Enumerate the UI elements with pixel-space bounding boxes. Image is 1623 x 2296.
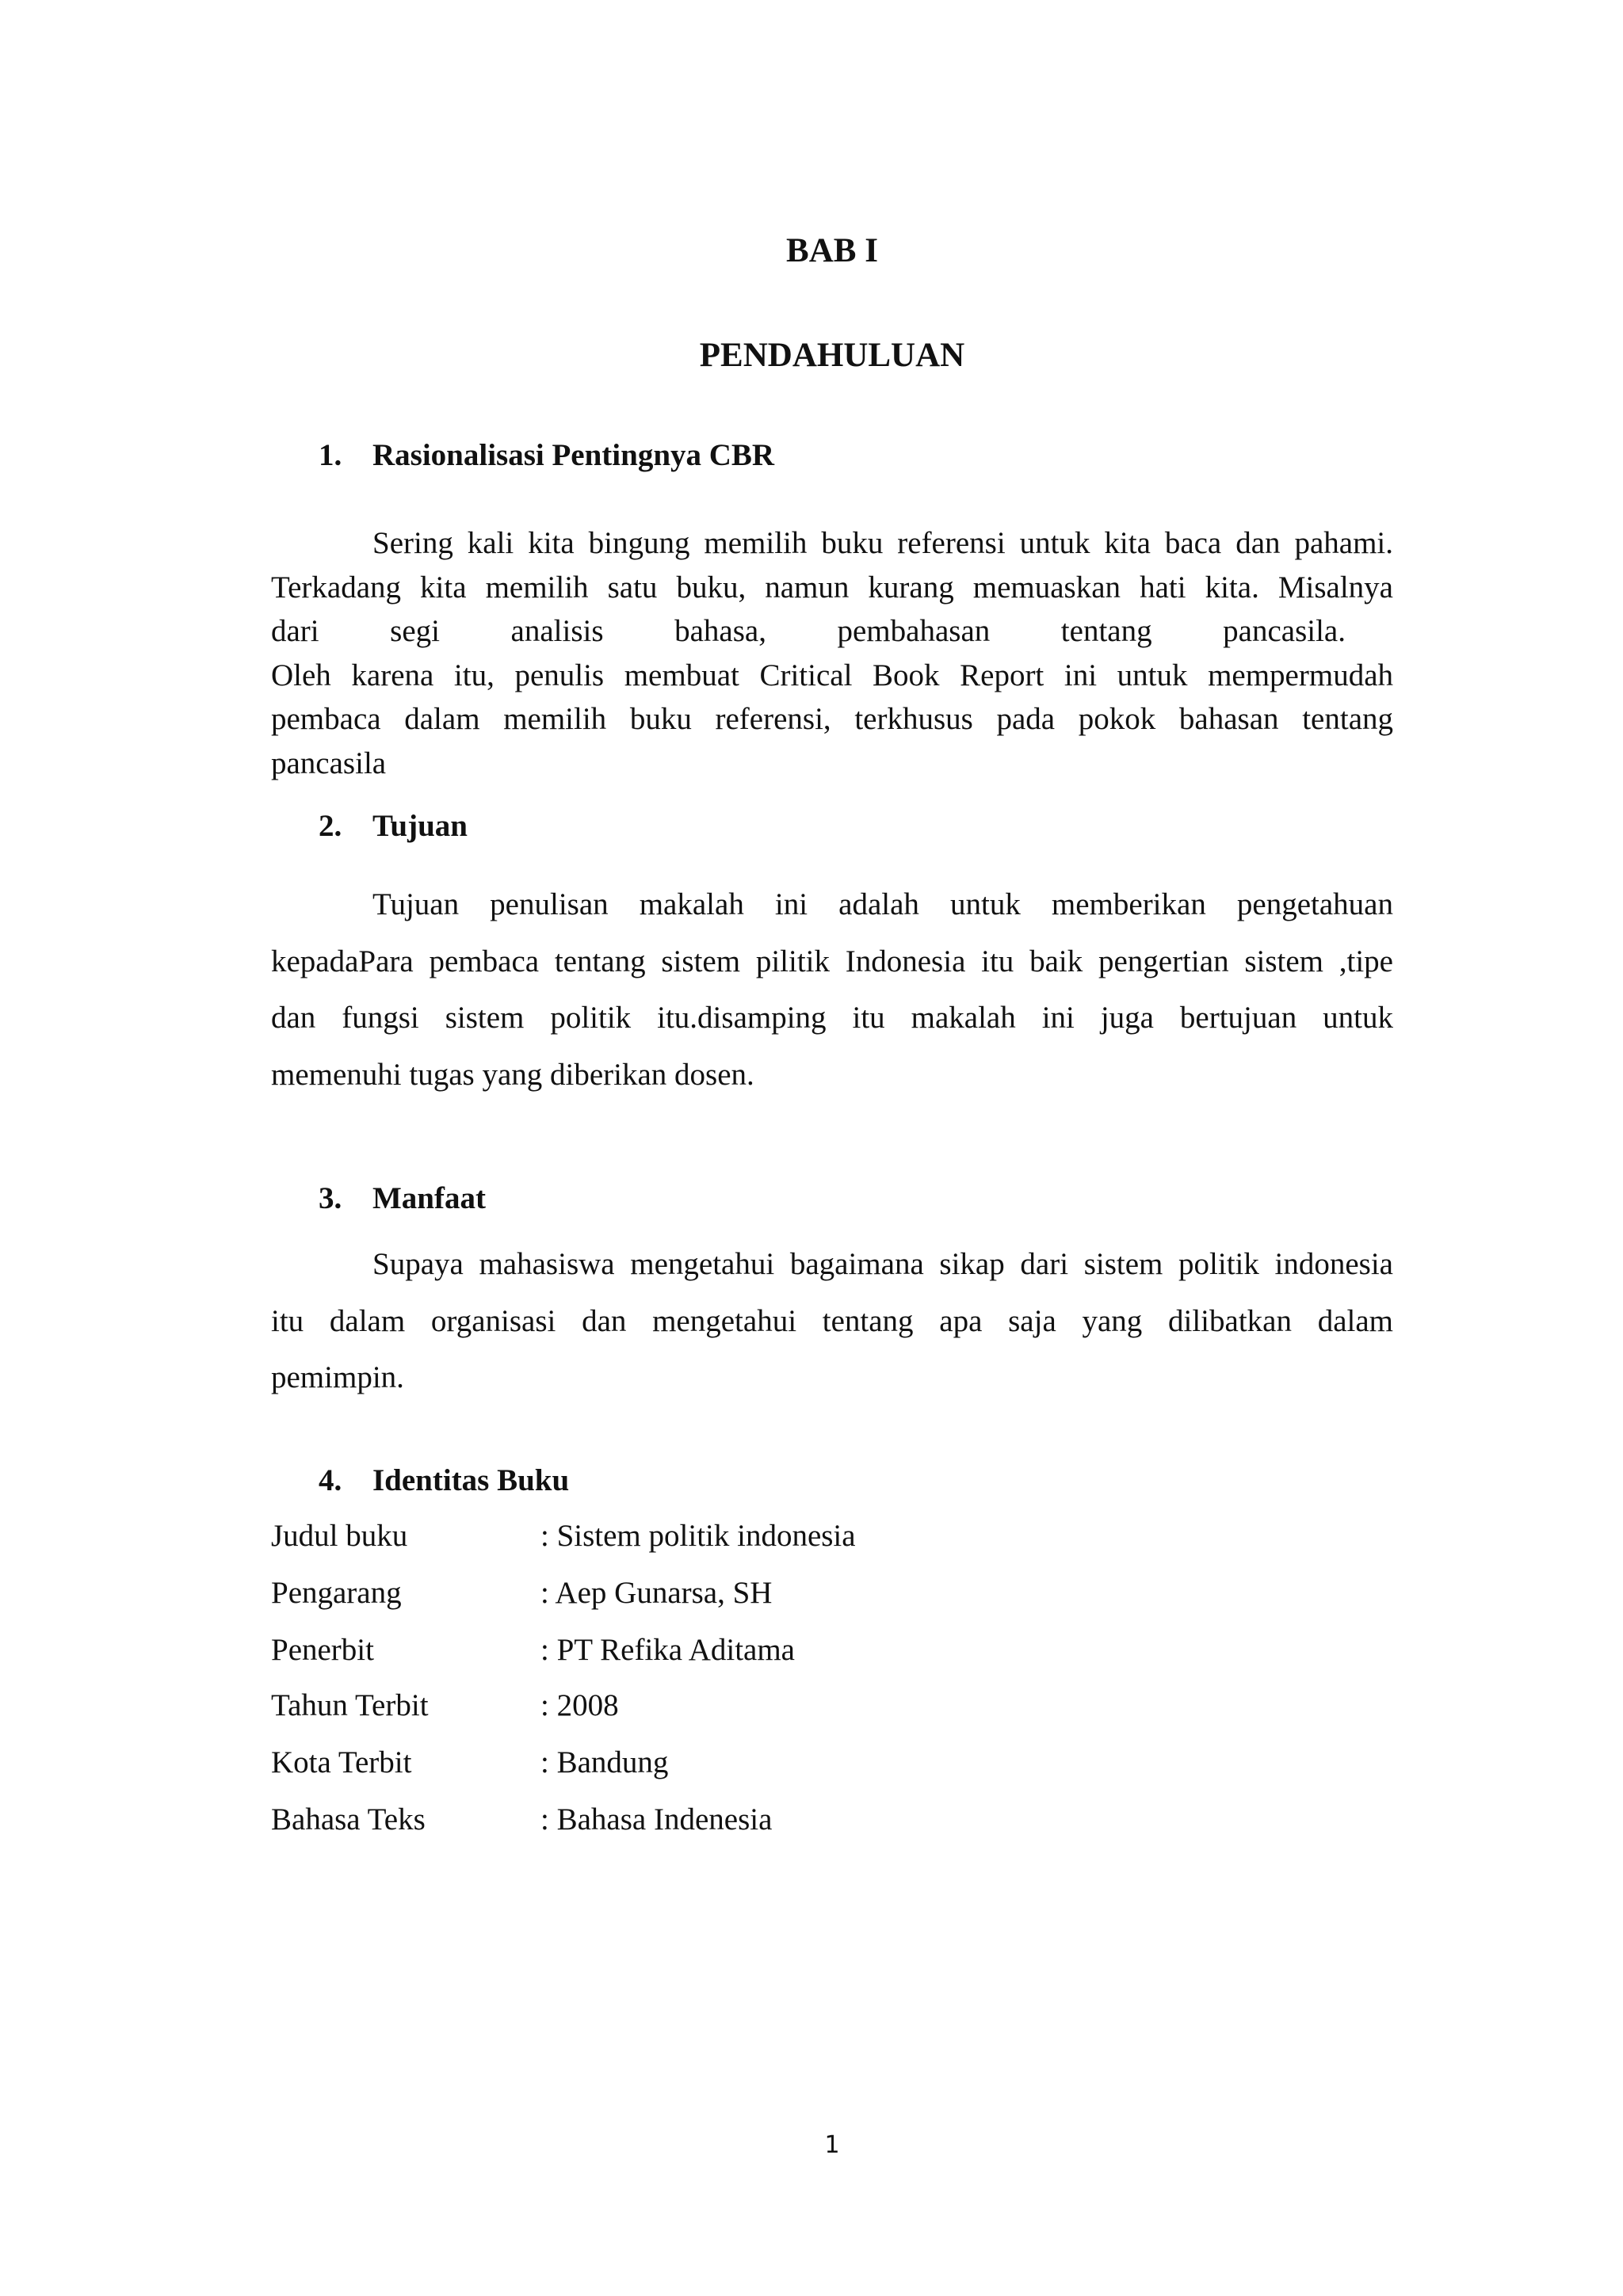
- section-number: 1.: [319, 438, 342, 472]
- paragraph-line: memenuhi tugas yang diberikan dosen.: [271, 1057, 754, 1092]
- page-number: 1: [824, 2131, 840, 2159]
- identity-label: Kota Terbit: [271, 1745, 412, 1779]
- identity-row-tahun: [271, 1688, 619, 1723]
- paragraph-line: Terkadang kita memilih satu buku, namun kurang memuaskan hati kita. Misalnya: [271, 570, 1393, 605]
- section-title: Rasionalisasi Pentingnya CBR: [372, 438, 775, 472]
- identity-value: : Bahasa Indenesia: [540, 1802, 773, 1836]
- paragraph-line: Oleh karena itu, penulis membuat Critical Book Report ini untuk mempermudah: [271, 658, 1393, 692]
- identity-row-pengarang: [271, 1575, 772, 1611]
- identity-value: : Bandung: [540, 1745, 669, 1779]
- identity-label: Pengarang: [271, 1576, 402, 1610]
- section-number: 3.: [319, 1181, 342, 1215]
- identity-row-kota: [271, 1745, 668, 1780]
- identity-label: Bahasa Teks: [271, 1802, 426, 1836]
- chapter-title: PENDAHULUAN: [699, 337, 965, 374]
- section-number: 2.: [319, 809, 342, 843]
- identity-value: : Sistem politik indonesia: [540, 1519, 856, 1553]
- section-number: 4.: [319, 1463, 342, 1497]
- paragraph-line: Supaya mahasiswa mengetahui bagaimana sikap dari sistem politik indonesia: [372, 1247, 1393, 1281]
- identity-value: : Aep Gunarsa, SH: [540, 1576, 773, 1610]
- paragraph-line: pemimpin.: [271, 1360, 404, 1394]
- section-heading-rasionalisasi: [319, 437, 774, 473]
- section-heading-manfaat: [319, 1180, 486, 1216]
- identity-label: Tahun Terbit: [271, 1688, 429, 1722]
- section-heading-identitas-buku: [319, 1463, 569, 1498]
- paragraph-line: dari segi analisis bahasa, pembahasan tentang pancasila.: [271, 614, 1346, 648]
- identity-value: : 2008: [540, 1688, 619, 1722]
- identity-row-judul: [271, 1518, 856, 1554]
- paragraph-line: pancasila: [271, 746, 387, 780]
- paragraph-line: Tujuan penulisan makalah ini adalah untuk memberikan pengetahuan: [372, 887, 1393, 921]
- identity-label: Penerbit: [271, 1633, 374, 1667]
- section-paragraph-rasionalisasi: [271, 521, 1393, 785]
- paragraph-line: kepadaPara pembaca tentang sistem pilitik Indonesia itu baik pengertian sistem ,tipe: [271, 944, 1393, 978]
- section-paragraph-tujuan: [271, 876, 1393, 1103]
- identity-row-penerbit: [271, 1632, 795, 1668]
- section-title: Manfaat: [372, 1181, 486, 1215]
- section-title: Tujuan: [372, 809, 468, 843]
- chapter-number: BAB I: [786, 232, 878, 269]
- section-heading-tujuan: [319, 808, 468, 844]
- identity-row-bahasa: [271, 1802, 772, 1837]
- identity-label: Judul buku: [271, 1519, 408, 1553]
- identity-value: : PT Refika Aditama: [540, 1633, 795, 1667]
- section-paragraph-manfaat: [271, 1236, 1393, 1406]
- paragraph-line: pembaca dalam memilih buku referensi, terkhusus pada pokok bahasan tentang: [271, 702, 1393, 736]
- paragraph-line: dan fungsi sistem politik itu.disamping itu makalah ini juga bertujuan untuk: [271, 1001, 1393, 1035]
- paragraph-line: itu dalam organisasi dan mengetahui tentang apa saja yang dilibatkan dalam: [271, 1303, 1393, 1338]
- paragraph-line: Sering kali kita bingung memilih buku referensi untuk kita baca dan pahami.: [372, 526, 1393, 560]
- section-title: Identitas Buku: [372, 1463, 570, 1497]
